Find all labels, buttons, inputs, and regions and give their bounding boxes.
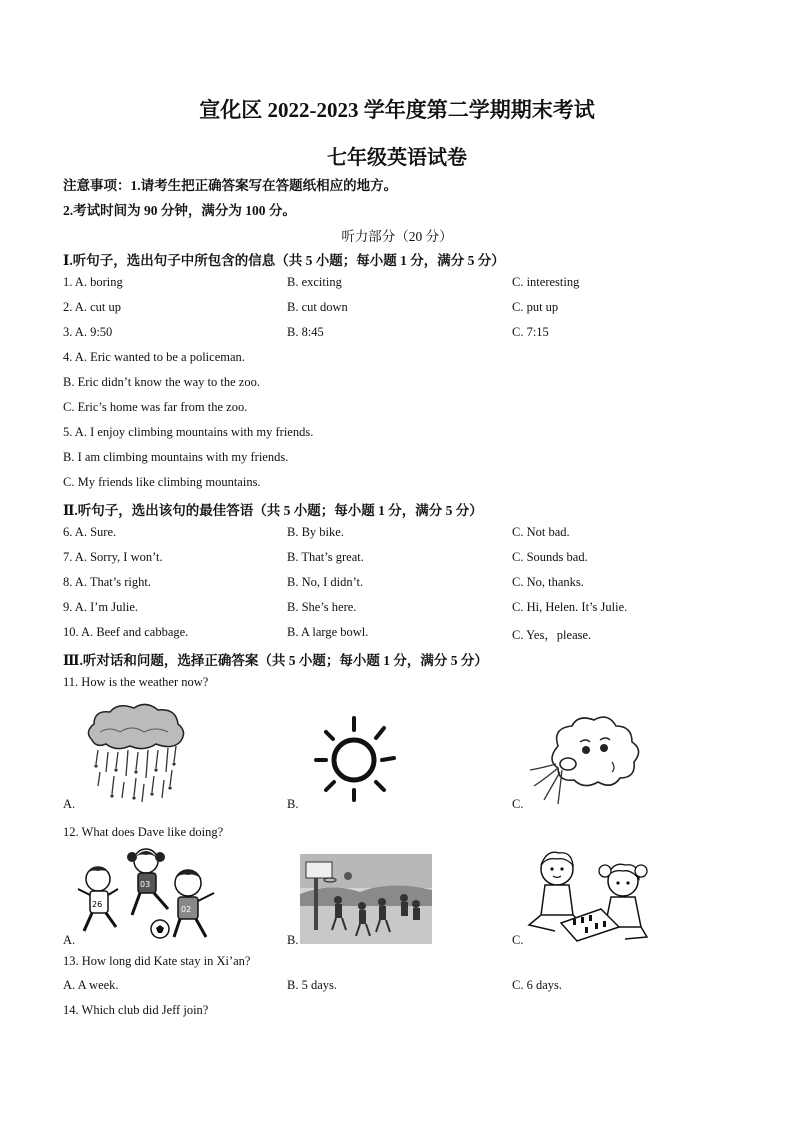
kids-playing-chess-image (525, 845, 651, 943)
q7-option-c: C. Sounds bad. (512, 550, 588, 564)
q6-option-a: 6. A. Sure. (63, 525, 117, 539)
q10-option-c: C. Yes，please. (512, 628, 592, 642)
q12-option-c: C. (512, 933, 524, 947)
exam-subtitle: 七年级英语试卷 (327, 147, 467, 169)
q6-option-b: B. By bike. (287, 525, 344, 539)
sun-icon (308, 712, 400, 804)
section-3-heading: Ⅲ.听对话和问题，选择正确答案（共 5 小题；每小题 1 分，满分 5 分） (63, 653, 488, 668)
q14-stem: 14. Which club did Jeff join? (63, 1003, 209, 1017)
q1-option-a: 1. A. boring (63, 275, 123, 289)
q2-option-b: B. cut down (287, 300, 348, 314)
q3-option-b: B. 8:45 (287, 325, 324, 339)
kids-playing-basketball-image (300, 854, 432, 944)
q2-option-c: C. put up (512, 300, 559, 314)
q13-option-a: A. A week. (63, 978, 119, 992)
jersey-number-3: 02 (181, 905, 192, 914)
jersey-number-1: 26 (92, 900, 103, 909)
windy-cloud-icon (528, 712, 648, 808)
q2-option-a: 2. A. cut up (63, 300, 121, 314)
q12-option-a: A. (63, 933, 76, 947)
q6-option-c: C. Not bad. (512, 525, 570, 539)
exam-title: 宣化区 2022-2023 学年度第二学期期末考试 (199, 98, 595, 122)
q9-option-a: 9. A. I’m Julie. (63, 600, 138, 614)
q11-option-b: B. (287, 797, 299, 811)
q13-option-b: B. 5 days. (287, 978, 337, 992)
q7-option-a: 7. A. Sorry, I won’t. (63, 550, 163, 564)
q12-option-b: B. (287, 933, 299, 947)
q12-stem: 12. What does Dave like doing? (63, 825, 224, 839)
q9-option-b: B. She’s here. (287, 600, 357, 614)
q11-option-c: C. (512, 797, 524, 811)
section-2-heading: Ⅱ.听句子，选出该句的最佳答语（共 5 小题；每小题 1 分，满分 5 分） (63, 503, 483, 518)
q3-option-a: 3. A. 9:50 (63, 325, 113, 339)
rainy-cloud-icon (80, 702, 188, 806)
listening-part-heading: 听力部分（20 分） (341, 229, 453, 244)
q10-option-a: 10. A. Beef and cabbage. (63, 625, 189, 639)
q9-option-c: C. Hi, Helen. It’s Julie. (512, 600, 628, 614)
section-1-heading: Ⅰ.听句子，选出句子中所包含的信息（共 5 小题；每小题 1 分，满分 5 分） (63, 253, 505, 268)
q13-option-c: C. 6 days. (512, 978, 562, 992)
q8-option-c: C. No, thanks. (512, 575, 584, 589)
q3-option-c: C. 7:15 (512, 325, 549, 339)
jersey-number-2: 03 (140, 880, 151, 889)
q10-option-b: B. A large bowl. (287, 625, 369, 639)
q11-stem: 11. How is the weather now? (63, 675, 209, 689)
q1-option-c: C. interesting (512, 275, 580, 289)
notice-line-2: 2.考试时间为 90 分钟，满分为 100 分。 (63, 203, 296, 218)
q4-option-c: C. Eric’s home was far from the zoo. (63, 400, 248, 414)
q5-option-b: B. I am climbing mountains with my friends. (63, 450, 289, 464)
q8-option-b: B. No, I didn’t. (287, 575, 364, 589)
q5-option-a: 5. A. I enjoy climbing mountains with my friends. (63, 425, 314, 439)
notice-line-1: 注意事项：1.请考生把正确答案写在答题纸相应的地方。 (63, 178, 398, 193)
kids-playing-soccer-image (76, 845, 221, 942)
q13-stem: 13. How long did Kate stay in Xi’an? (63, 954, 251, 968)
q7-option-b: B. That’s great. (287, 550, 364, 564)
q4-option-b: B. Eric didn’t know the way to the zoo. (63, 375, 260, 389)
q8-option-a: 8. A. That’s right. (63, 575, 151, 589)
q11-option-a: A. (63, 797, 76, 811)
q1-option-b: B. exciting (287, 275, 342, 289)
q5-option-c: C. My friends like climbing mountains. (63, 475, 261, 489)
q4-option-a: 4. A. Eric wanted to be a policeman. (63, 350, 245, 364)
